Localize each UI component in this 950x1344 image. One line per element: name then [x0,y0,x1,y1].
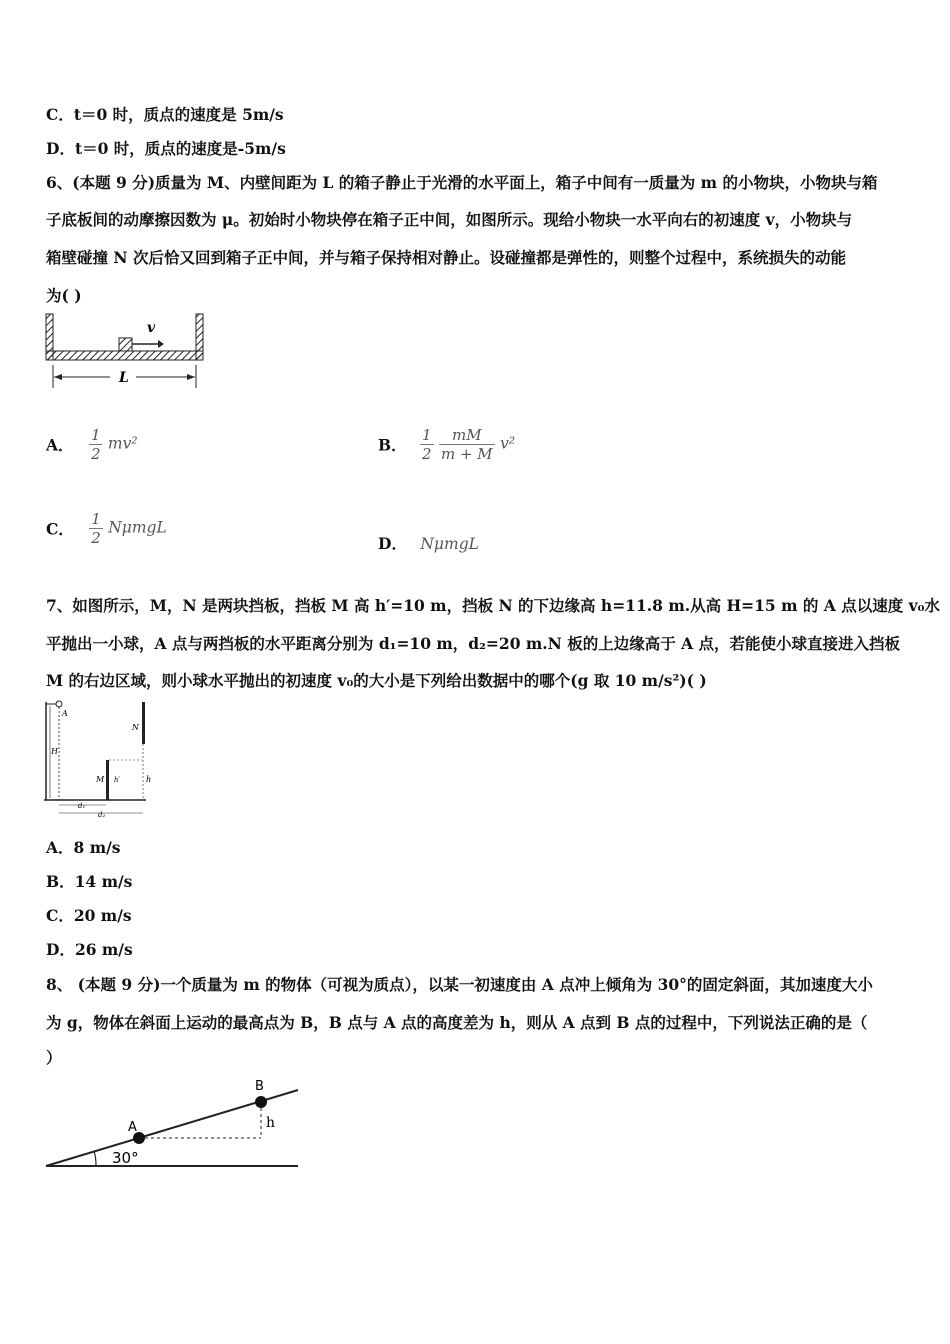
q6-box-figure [40,310,210,395]
q7-option-d: D．26 m/s [46,940,133,959]
q6-text-line1: 6、(本题 9 分)质量为 M、内壁间距为 L 的箱子静止于光滑的水平面上，箱子中间有一质量为 m 的小物块，小物块与箱 [46,173,878,192]
q7-fig-M-label: M [96,775,105,784]
q6-option-c-den: 2 [91,529,101,547]
q7-option-b: B．14 m/s [46,872,133,891]
q7-fig-d1-label: d₁ [78,802,86,810]
q7-fig-hp-label: h′ [114,776,121,784]
q5-option-d: D．t＝0 时，质点的速度是-5m/s [46,139,286,158]
q5-option-c: C．t＝0 时，质点的速度是 5m/s [46,105,284,124]
q8-fig-h-label: h [266,1115,276,1131]
q7-text-line2: 平抛出一小球，A 点与两挡板的水平距离分别为 d₁=10 m，d₂=20 m.N 板的上边缘高于 A 点，若能使小球直接进入挡板 [46,634,901,653]
q7-fig-N-label: N [132,723,139,732]
q8-incline-figure [40,1074,305,1174]
q8-text-line3: ） [46,1048,62,1067]
q6-text-line4: 为( ) [46,286,82,305]
q8-fig-B-label: B [255,1079,264,1094]
q7-option-a: A．8 m/s [46,838,121,857]
q7-fig-A-label: A [62,709,68,718]
q7-option-c: C．20 m/s [46,906,132,925]
q6-fig-v-label: v [147,320,156,336]
q7-barrier-M [106,760,109,800]
q6-option-d-expr: NμmgL [420,535,479,553]
q8-fig-angle-label: 30° [112,1149,139,1167]
q6-option-d [378,532,479,554]
q8-text-line2: 为 g，物体在斜面上运动的最高点为 B，B 点与 A 点的高度差为 h，则从 A 点到 B 点的过程中，下列说法正确的是（ [46,1013,868,1032]
q6-option-b [378,426,515,463]
q6-option-c-num: 1 [91,510,101,528]
q7-barrier-figure [40,698,160,820]
q6-option-c-label: C． [46,519,74,539]
q7-fig-h-label: h [146,775,152,784]
q7-text-line3: M 的右边区域，则小球水平抛出的初速度 v₀的大小是下列给出数据中的哪个(g 取 10 m/s²)( ) [46,671,707,690]
q7-text-line1: 7、如图所示，M，N 是两块挡板，挡板 M 高 h′=10 m，挡板 N 的下边缘高 h=11.8 m.从高 H=15 m 的 A 点以速度 v₀水 [46,596,940,615]
q6-option-a-den: 2 [90,445,101,463]
q8-point-B [255,1096,267,1108]
q6-option-b-num: 1 [422,426,432,444]
q6-option-a-label: A． [46,435,74,455]
q7-barrier-N [142,702,145,744]
q6-text-line2: 子底板间的动摩擦因数为 μ。初始时小物块停在箱子正中间，如图所示。现给小物块一水平向右的初速度 v，小物块与 [46,210,853,229]
q6-option-b-label: B． [378,435,407,455]
q7-fig-H-label: H [51,747,58,756]
q6-fig-L-label: L [119,370,129,386]
q8-text-line1: 8、 (本题 9 分)一个质量为 m 的物体（可视为质点），以某一初速度由 A 点冲上倾角为 30°的固定斜面，其加速度大小 [46,975,873,994]
q7-fig-d2-label: d₂ [98,811,106,819]
q6-option-a-expr: mv² [107,434,138,453]
q6-option-b-num2: mM [452,426,482,444]
q6-option-a [46,426,138,463]
q6-option-b-den: 2 [422,445,432,463]
q6-block [119,338,132,351]
q6-option-c-expr: NμmgL [108,518,167,537]
q6-text-line3: 箱壁碰撞 N 次后恰又回到箱子正中间，并与箱子保持相对静止。设碰撞都是弹性的，则整个过程中，系统损失的动能 [46,248,846,267]
q6-option-b-expr: v² [500,434,516,453]
q6-option-d-label: D． [378,534,407,553]
q6-option-b-den2: m + M [440,445,493,463]
q8-fig-A-label: A [128,1120,137,1135]
q6-option-c [46,510,167,547]
q6-option-a-num: 1 [90,426,101,444]
